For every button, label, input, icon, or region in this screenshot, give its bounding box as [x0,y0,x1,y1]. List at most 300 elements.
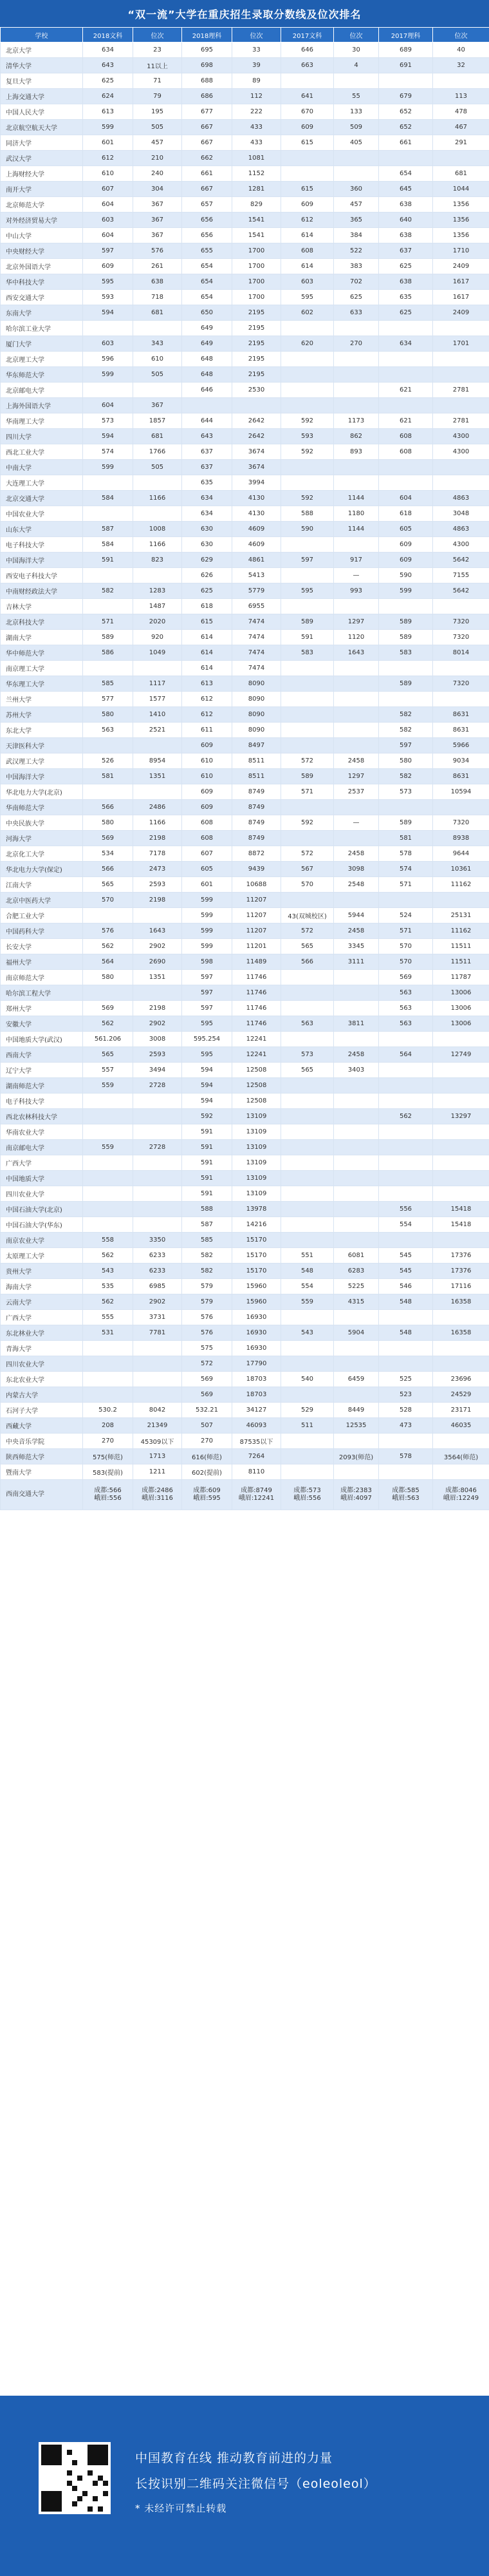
science-2018-rank-cell: 11201 [232,939,281,954]
school-name-cell: 太原理工大学 [1,1248,83,1264]
science-2018-cell: 615 [182,614,232,630]
science-2018-rank-cell: 1700 [232,259,281,274]
table-row [1,1418,489,1434]
science-2018-cell: 634 [182,506,232,522]
table-row [1,135,489,151]
arts-2017-cell: 614 [281,228,334,243]
table-row [1,290,489,305]
science-2018-cell: 607 [182,846,232,862]
school-name-cell: 中国农业大学 [1,506,83,522]
arts-2017-cell [281,352,334,367]
science-2017-cell: 637 [379,243,433,259]
arts-2018-cell [83,1341,133,1356]
school-name-cell: 苏州大学 [1,707,83,723]
table-row [1,367,489,383]
arts-2018-rank-cell: 6985 [133,1279,182,1294]
table-row [1,1032,489,1047]
science-2018-cell: 599 [182,908,232,923]
arts-2018-rank-cell: 3008 [133,1032,182,1047]
arts-2017-rank-cell: 384 [334,228,379,243]
science-2017-cell [379,692,433,707]
science-2018-rank-cell: 8511 [232,769,281,784]
science-2018-rank-cell: 2195 [232,367,281,383]
arts-2018-cell: 534 [83,846,133,862]
arts-2017-rank-cell: 405 [334,135,379,151]
arts-2018-rank-cell [133,321,182,336]
science-2018-rank-cell [232,398,281,413]
arts-2017-cell: 609 [281,120,334,135]
arts-2018-rank-cell: 23 [133,43,182,58]
science-2017-cell: 556 [379,1202,433,1217]
science-2017-rank-cell [433,1310,489,1325]
arts-2018-cell: 565 [83,877,133,893]
arts-2017-cell: 583 [281,645,334,661]
arts-2018-cell: 531 [83,1325,133,1341]
arts-2017-cell: 614 [281,259,334,274]
arts-2017-rank-cell [334,367,379,383]
science-2018-rank-cell: 4130 [232,506,281,522]
science-2017-rank-cell: 4300 [433,429,489,444]
arts-2018-cell: 569 [83,831,133,846]
science-2017-cell [379,1078,433,1094]
table-row [1,1001,489,1016]
table-row [1,954,489,970]
arts-2017-cell: 563 [281,1016,334,1032]
science-2018-rank-cell: 11746 [232,1016,281,1032]
arts-2017-rank-cell [334,1356,379,1372]
science-2017-rank-cell: 16358 [433,1325,489,1341]
arts-2017-rank-cell: 1643 [334,645,379,661]
arts-2018-rank-cell [133,784,182,800]
arts-2017-rank-cell: — [334,815,379,831]
science-2018-rank-cell: 7264 [232,1449,281,1464]
science-2017-rank-cell [433,475,489,491]
arts-2017-rank-cell: 893 [334,444,379,460]
science-2017-rank-cell [433,599,489,614]
arts-2018-cell: 566 [83,862,133,877]
arts-2017-rank-cell [334,985,379,1001]
arts-2017-cell [281,1078,334,1094]
science-2017-rank-cell: 4863 [433,491,489,506]
arts-2018-cell: 559 [83,1140,133,1155]
science-2018-cell: 585 [182,1233,232,1248]
arts-2018-rank-cell: 11以上 [133,58,182,73]
table-row [1,862,489,877]
arts-2017-cell: 551 [281,1248,334,1264]
science-2018-rank-cell: 8749 [232,784,281,800]
school-name-cell: 西北工业大学 [1,444,83,460]
arts-2018-rank-cell: 505 [133,367,182,383]
arts-2017-cell: 592 [281,491,334,506]
science-2017-cell: 609 [379,537,433,553]
science-2018-cell: 612 [182,707,232,723]
table-row [1,1325,489,1341]
header-2017-science: 2017理科 [379,28,433,43]
arts-2017-rank-cell: 993 [334,583,379,599]
science-2017-rank-cell [433,1434,489,1449]
science-2017-rank-cell: 7155 [433,568,489,583]
table-row [1,460,489,475]
arts-2017-rank-cell: — [334,568,379,583]
science-2018-rank-cell: 7474 [232,645,281,661]
science-2018-cell: 637 [182,444,232,460]
science-2017-cell: 563 [379,985,433,1001]
science-2018-cell: 656 [182,213,232,228]
school-name-cell: 安徽大学 [1,1016,83,1032]
science-2017-rank-cell: 17376 [433,1264,489,1279]
arts-2018-rank-cell: 6233 [133,1264,182,1279]
science-2018-cell: 667 [182,120,232,135]
arts-2017-rank-cell: 270 [334,336,379,352]
arts-2018-rank-cell: 367 [133,228,182,243]
science-2017-cell: 589 [379,676,433,692]
table-row [1,846,489,862]
science-2017-rank-cell: 8631 [433,707,489,723]
science-2018-cell: 614 [182,630,232,645]
arts-2018-rank-cell: 1766 [133,444,182,460]
science-2017-rank-cell [433,1464,489,1480]
arts-2017-rank-cell: 2093(师范) [334,1449,379,1464]
science-2018-cell: 698 [182,58,232,73]
science-2017-cell: 564 [379,1047,433,1063]
table-row [1,769,489,784]
arts-2017-cell: 565 [281,1063,334,1078]
science-2017-rank-cell [433,1078,489,1094]
arts-2018-cell: 607 [83,182,133,197]
arts-2017-cell: 670 [281,104,334,120]
science-2017-rank-cell: 291 [433,135,489,151]
school-name-cell: 西藏大学 [1,1418,83,1434]
arts-2018-rank-cell: 8042 [133,1403,182,1418]
science-2017-cell: 528 [379,1403,433,1418]
arts-2017-rank-cell [334,599,379,614]
table-row [1,1434,489,1449]
science-2017-rank-cell: 40 [433,43,489,58]
science-2017-rank-cell: 10594 [433,784,489,800]
science-2017-cell: 583 [379,645,433,661]
science-2018-rank-cell: 1700 [232,243,281,259]
science-2018-rank-cell: 18703 [232,1387,281,1403]
arts-2018-rank-cell: 1351 [133,970,182,985]
arts-2017-cell [281,800,334,815]
science-2018-rank-cell: 1541 [232,213,281,228]
table-row [1,537,489,553]
arts-2017-rank-cell: 862 [334,429,379,444]
arts-2017-cell: 608 [281,243,334,259]
arts-2018-cell: 594 [83,429,133,444]
school-name-cell: 中国地质大学 [1,1171,83,1186]
arts-2017-rank-cell: 1297 [334,769,379,784]
arts-2017-rank-cell [334,1434,379,1449]
science-2017-cell: 548 [379,1294,433,1310]
science-2017-rank-cell: 4300 [433,537,489,553]
science-2017-cell [379,1140,433,1155]
arts-2018-rank-cell: 505 [133,120,182,135]
science-2017-rank-cell: 681 [433,166,489,182]
science-2018-rank-cell: 46093 [232,1418,281,1434]
arts-2018-rank-cell: 240 [133,166,182,182]
science-2018-cell: 532.21 [182,1403,232,1418]
science-2018-rank-cell: 15170 [232,1233,281,1248]
school-name-cell: 四川农业大学 [1,1356,83,1372]
science-2018-cell: 594 [182,1063,232,1078]
arts-2018-cell [83,1109,133,1124]
arts-2017-rank-cell: 3811 [334,1016,379,1032]
science-2018-cell: 654 [182,274,232,290]
science-2017-cell [379,1124,433,1140]
science-2017-cell [379,352,433,367]
science-2017-rank-cell [433,1171,489,1186]
arts-2017-cell: 592 [281,444,334,460]
science-2018-rank-cell: 14216 [232,1217,281,1233]
table-row [1,398,489,413]
arts-2018-rank-cell: 6233 [133,1248,182,1264]
arts-2018-cell: 582 [83,583,133,599]
science-2017-cell: 638 [379,228,433,243]
arts-2017-cell: 663 [281,58,334,73]
science-2017-cell [379,321,433,336]
science-2018-cell: 591 [182,1155,232,1171]
science-2018-cell: 587 [182,1217,232,1233]
school-name-cell: 长安大学 [1,939,83,954]
science-2017-cell [379,367,433,383]
table-row [1,1155,489,1171]
school-name-cell: 南京邮电大学 [1,1140,83,1155]
arts-2017-rank-cell [334,1094,379,1109]
arts-2017-cell [281,692,334,707]
science-2017-cell: 589 [379,815,433,831]
arts-2017-rank-cell [334,1109,379,1124]
science-2018-rank-cell: 8090 [232,692,281,707]
arts-2018-rank-cell: 7178 [133,846,182,862]
arts-2018-cell: 564 [83,954,133,970]
table-row [1,614,489,630]
science-2017-cell: 589 [379,614,433,630]
science-2017-cell [379,1063,433,1078]
school-name-cell: 华东理工大学 [1,676,83,692]
arts-2018-cell: 574 [83,444,133,460]
score-table-container [0,27,489,1510]
arts-2017-cell: 565 [281,939,334,954]
arts-2018-cell: 557 [83,1063,133,1078]
science-2017-rank-cell: 13006 [433,1001,489,1016]
science-2018-cell: 605 [182,862,232,877]
arts-2018-cell: 625 [83,73,133,89]
table-body [1,43,489,1510]
school-name-cell: 上海交通大学 [1,89,83,104]
table-row [1,1372,489,1387]
science-2018-cell: 595.254 [182,1032,232,1047]
table-row [1,120,489,135]
school-name-cell: 电子科技大学 [1,537,83,553]
header-school: 学校 [1,28,83,43]
science-2017-rank-cell: 8631 [433,769,489,784]
science-2017-rank-cell: 1710 [433,243,489,259]
arts-2017-cell: 554 [281,1279,334,1294]
arts-2018-rank-cell: 920 [133,630,182,645]
science-2018-rank-cell: 8749 [232,831,281,846]
arts-2018-cell: 555 [83,1310,133,1325]
school-name-cell: 中南大学 [1,460,83,475]
school-name-cell: 华北电力大学(北京) [1,784,83,800]
table-row [1,1217,489,1233]
school-name-cell: 北京航空航天大学 [1,120,83,135]
science-2017-rank-cell [433,800,489,815]
arts-2017-rank-cell [334,537,379,553]
science-2018-cell: 595 [182,1047,232,1063]
arts-2018-rank-cell: 261 [133,259,182,274]
school-name-cell: 北京师范大学 [1,197,83,213]
arts-2018-rank-cell: 8954 [133,753,182,769]
arts-2018-rank-cell: 2593 [133,877,182,893]
arts-2017-rank-cell [334,738,379,753]
science-2018-cell: 599 [182,893,232,908]
arts-2017-rank-cell: 5904 [334,1325,379,1341]
table-row [1,723,489,738]
table-row [1,1078,489,1094]
arts-2017-cell: 成都:573 峨眉:556 [281,1480,334,1510]
arts-2018-cell [83,1202,133,1217]
science-2017-rank-cell [433,1124,489,1140]
arts-2018-cell: 599 [83,460,133,475]
arts-2017-rank-cell: 1173 [334,413,379,429]
arts-2017-rank-cell [334,1341,379,1356]
science-2018-rank-cell: 11746 [232,985,281,1001]
science-2017-cell: 691 [379,58,433,73]
qr-code-icon[interactable] [39,2442,111,2514]
science-2017-cell [379,1434,433,1449]
arts-2018-rank-cell: 1166 [133,815,182,831]
science-2017-rank-cell: 8631 [433,723,489,738]
science-2017-cell: 574 [379,862,433,877]
school-name-cell: 中央音乐学院 [1,1434,83,1449]
science-2017-rank-cell: 17376 [433,1248,489,1264]
arts-2017-rank-cell: 5225 [334,1279,379,1294]
arts-2017-cell: 566 [281,954,334,970]
science-2018-cell: 654 [182,290,232,305]
arts-2018-cell [83,475,133,491]
arts-2018-cell: 595 [83,274,133,290]
arts-2018-cell [83,1171,133,1186]
science-2018-rank-cell: 7474 [232,630,281,645]
arts-2017-rank-cell [334,1001,379,1016]
science-2018-rank-cell: 11207 [232,893,281,908]
arts-2017-rank-cell [334,383,379,398]
school-name-cell: 华北电力大学(保定) [1,862,83,877]
table-row [1,1124,489,1140]
science-2018-cell: 582 [182,1248,232,1264]
arts-2018-cell: 603 [83,336,133,352]
table-row [1,352,489,367]
science-2017-rank-cell: 8014 [433,645,489,661]
science-2018-cell: 595 [182,1016,232,1032]
science-2017-cell [379,1310,433,1325]
arts-2018-rank-cell [133,1217,182,1233]
arts-2018-rank-cell [133,1124,182,1140]
science-2017-rank-cell: 13297 [433,1109,489,1124]
arts-2017-rank-cell [334,321,379,336]
science-2018-cell: 625 [182,583,232,599]
arts-2017-cell: 615 [281,182,334,197]
header-2017-science-rank: 位次 [433,28,489,43]
arts-2017-cell [281,383,334,398]
arts-2018-cell: 580 [83,707,133,723]
arts-2018-cell: 596 [83,352,133,367]
arts-2018-cell: 591 [83,553,133,568]
school-name-cell: 北京邮电大学 [1,383,83,398]
arts-2017-cell: 43(双城校区) [281,908,334,923]
table-row [1,630,489,645]
arts-2018-cell: 526 [83,753,133,769]
school-name-cell: 中国海洋大学 [1,553,83,568]
arts-2017-rank-cell [334,831,379,846]
arts-2018-cell: 594 [83,305,133,321]
science-2018-rank-cell: 13109 [232,1155,281,1171]
science-2018-rank-cell: 433 [232,135,281,151]
science-2017-rank-cell [433,1032,489,1047]
science-2017-cell [379,1155,433,1171]
arts-2018-cell [83,1372,133,1387]
arts-2017-cell [281,985,334,1001]
header-2018-arts-rank: 位次 [133,28,182,43]
table-row [1,1186,489,1202]
science-2018-rank-cell: 222 [232,104,281,120]
arts-2017-cell: 572 [281,846,334,862]
arts-2018-cell: 543 [83,1264,133,1279]
science-2017-cell: 524 [379,908,433,923]
arts-2017-rank-cell [334,1464,379,1480]
arts-2017-cell: 588 [281,506,334,522]
science-2017-cell: 608 [379,444,433,460]
science-2017-rank-cell: 2409 [433,259,489,274]
arts-2017-cell [281,398,334,413]
science-2018-rank-cell: 11489 [232,954,281,970]
science-2018-cell: 588 [182,1202,232,1217]
arts-2018-rank-cell: 1487 [133,599,182,614]
table-row [1,893,489,908]
science-2018-cell: 630 [182,537,232,553]
table-row [1,800,489,815]
arts-2018-rank-cell: 610 [133,352,182,367]
school-name-cell: 北京中医药大学 [1,893,83,908]
science-2017-rank-cell: 467 [433,120,489,135]
science-2018-cell: 646 [182,383,232,398]
science-2018-rank-cell: 8749 [232,815,281,831]
arts-2018-cell: 562 [83,939,133,954]
table-row [1,182,489,197]
header-2018-science: 2018理科 [182,28,232,43]
arts-2017-cell: 615 [281,135,334,151]
arts-2017-cell [281,676,334,692]
arts-2018-cell [83,738,133,753]
arts-2018-cell: 573 [83,413,133,429]
school-name-cell: 上海财经大学 [1,166,83,182]
science-2018-cell: 650 [182,305,232,321]
science-2018-cell: 654 [182,259,232,274]
science-2018-cell: 609 [182,784,232,800]
table-row [1,413,489,429]
arts-2017-rank-cell: 3403 [334,1063,379,1078]
science-2017-rank-cell: 1617 [433,274,489,290]
school-name-cell: 对外经济贸易大学 [1,213,83,228]
arts-2018-rank-cell [133,1202,182,1217]
science-2017-rank-cell [433,692,489,707]
school-name-cell: 北京理工大学 [1,352,83,367]
table-row [1,1279,489,1294]
school-name-cell: 东北农业大学 [1,1372,83,1387]
table-row [1,228,489,243]
arts-2017-rank-cell [334,1032,379,1047]
